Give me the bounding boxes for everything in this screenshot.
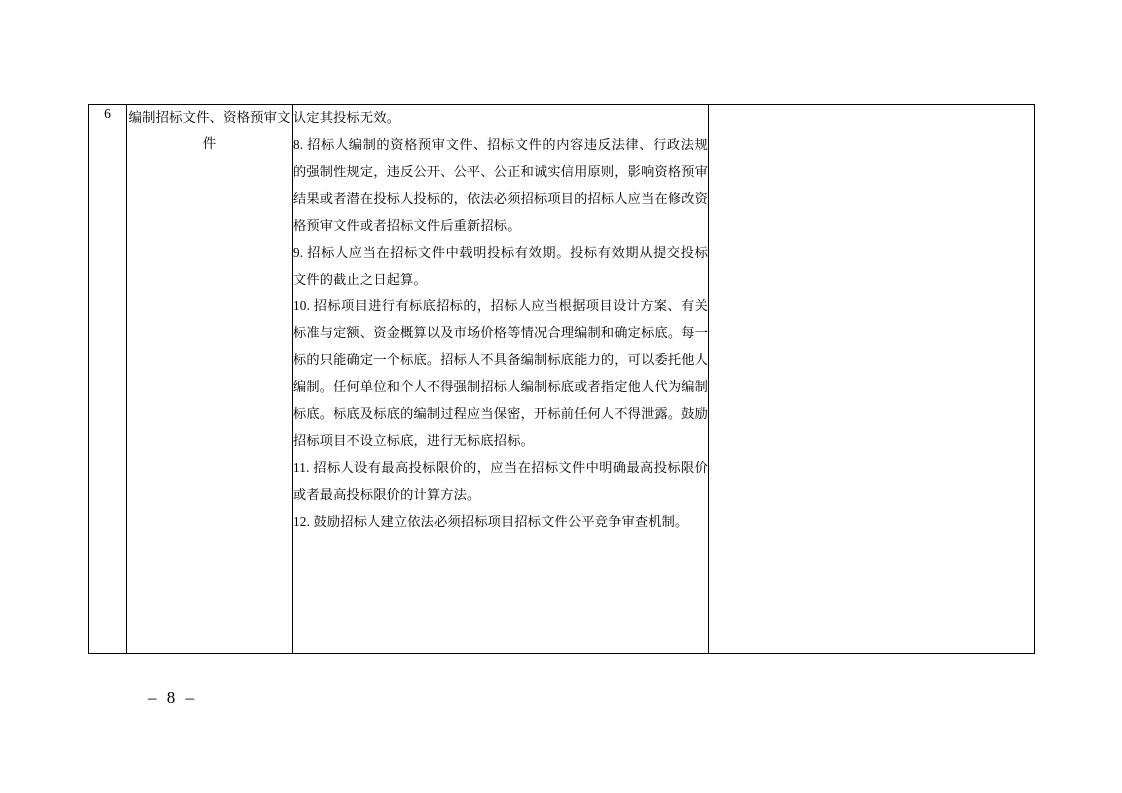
row-blank-cell xyxy=(709,105,1035,654)
paragraph-5: 11. 招标人设有最高投标限价的，应当在招标文件中明确最高投标限价或者最高投标限价的计算方法。 xyxy=(293,459,708,502)
row-content-cell xyxy=(293,105,709,654)
table-row xyxy=(89,105,1035,654)
row-index-cell: 6 xyxy=(89,105,127,654)
page-number: – 8 – xyxy=(148,688,197,707)
content-table xyxy=(88,104,1035,654)
paragraph-6: 12. 鼓励招标人建立依法必须招标项目招标文件公平竞争审查机制。 xyxy=(293,513,689,529)
paragraph-1: 认定其投标无效。 xyxy=(293,110,401,125)
paragraph-4: 10. 招标项目进行有标底招标的，招标人应当根据项目设计方案、有关标准与定额、资金概算以及市场价格等情况合理编制和确定标底。每一标的只能确定一个标底。招标人不具备编制标底能力的，可以委托他人编制。任何单位和个人不得强制招标人编制标底或者指定他人代为编制标底。标底及标底的编制过程应当保密，开标前任何人不得泄露。鼓励招标项目不设立标底，进行无标底招标。 xyxy=(293,298,709,449)
paragraph-2: 8. 招标人编制的资格预审文件、招标文件的内容违反法律、行政法规的强制性规定，违反公开、公平、公正和诚实信用原则，影响资格预审结果或者潜在投标人投标的，依法必须招标项目的招标人应当在修改资格预审文件或者招标文件后重新招标。 xyxy=(293,136,709,233)
paragraph-3: 9. 招标人应当在招标文件中载明投标有效期。投标有效期从提交投标文件的截止之日起算。 xyxy=(293,244,708,287)
row-item-cell: 编制招标文件、资格预审文件 xyxy=(127,105,293,654)
